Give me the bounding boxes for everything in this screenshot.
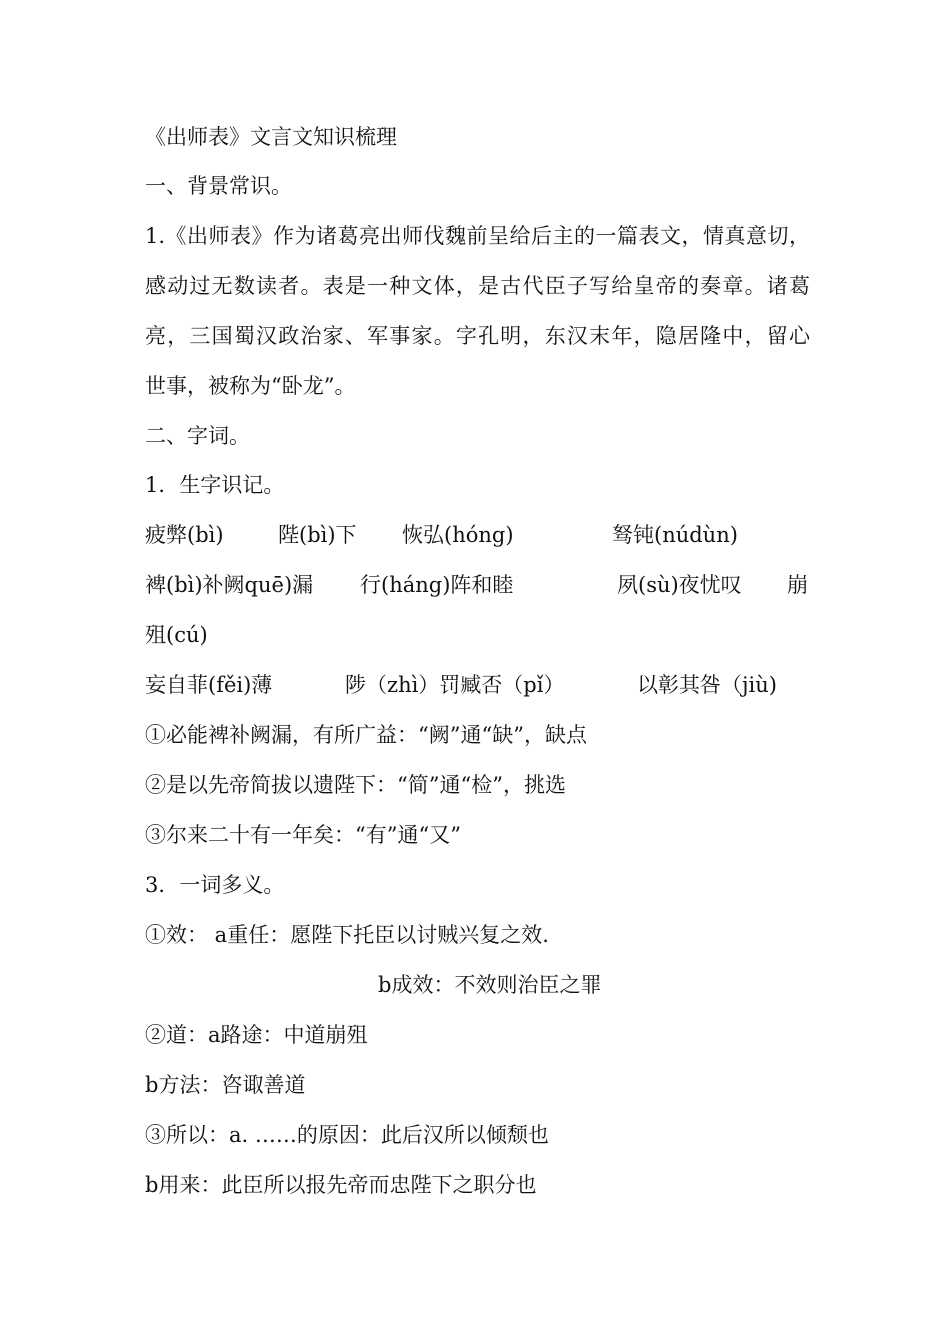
tongjia-item: ③尔来二十有一年矣：“有”通“又”: [145, 823, 461, 847]
subsection-heading: 3．一词多义。: [145, 873, 285, 897]
vocab-row: [145, 670, 810, 700]
vocab-item: 恢弘(hóng): [402, 523, 514, 547]
paragraph-line: 世事，被称为“卧龙”。: [145, 374, 356, 398]
subsection-heading: 1．生字识记。: [145, 473, 285, 497]
section-heading-background: 一、背景常识。: [145, 174, 292, 198]
polysemy-item: b成效：不效则治臣之罪: [378, 973, 602, 997]
tongjia-item: ①必能裨补阙漏，有所广益：“阙”通“缺”，缺点: [145, 723, 587, 747]
vocab-item: 行(háng)阵和睦: [360, 573, 514, 597]
polysemy-item: b方法：咨诹善道: [145, 1073, 306, 1097]
paragraph-line: 亮，三国蜀汉政治家、军事家。字孔明，东汉末年，隐居隆中，留心: [145, 324, 810, 348]
paragraph-line: 感动过无数读者。表是一种文体，是古代臣子写给皇帝的奏章。诸葛: [145, 274, 810, 298]
document-title: 《出师表》文言文知识梳理: [145, 125, 397, 149]
vocab-item: 驽钝(núdùn): [612, 523, 738, 547]
vocab-item: 裨(bì)补阙quē)漏: [145, 573, 314, 597]
polysemy-item: ①效： a重任：愿陛下托臣以讨贼兴复之效.: [145, 923, 549, 947]
polysemy-item: ②道：a路途：中道崩殂: [145, 1023, 368, 1047]
vocab-item: 妄自菲(fěi)薄: [145, 673, 273, 697]
vocab-item: 疲弊(bì): [145, 523, 224, 547]
polysemy-item: ③所以：a. ……的原因：此后汉所以倾颓也: [145, 1123, 549, 1147]
section-heading-vocabulary: 二、字词。: [145, 424, 250, 448]
vocab-item: 以彰其咎（jiù): [637, 673, 777, 697]
vocab-item: 陛(bì)下: [278, 523, 357, 547]
tongjia-item: ②是以先帝简拔以遗陛下：“简”通“检”，挑选: [145, 773, 566, 797]
vocab-row-continuation: 殂(cú): [145, 623, 208, 647]
polysemy-item: b用来：此臣所以报先帝而忠陛下之职分也: [145, 1173, 537, 1197]
vocab-item: 夙(sù)夜忧叹: [617, 573, 742, 597]
vocab-item: 陟（zhì）罚臧否（pǐ）: [345, 673, 565, 697]
vocab-item: 崩: [787, 573, 808, 597]
vocab-row: [145, 570, 810, 600]
paragraph-line: 1.《出师表》作为诸葛亮出师伐魏前呈给后主的一篇表文，情真意切，: [145, 224, 810, 248]
vocab-row: [145, 520, 810, 550]
